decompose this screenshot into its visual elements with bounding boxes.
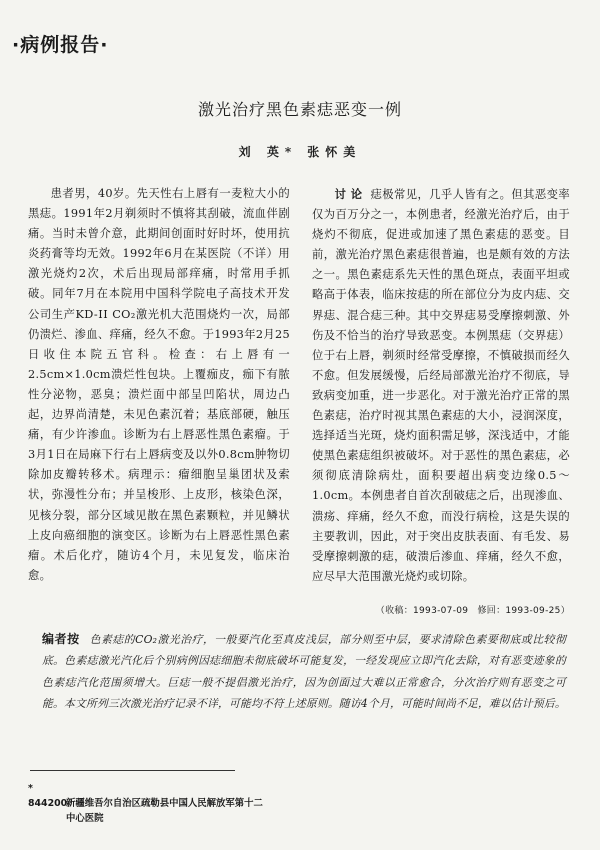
case-report-body: 患者男，40岁。先天性右上唇有一麦粒大小的黑痣。1991年2月剃须时不慎将其刮破，流血伴剧痛。当时未曾介意，此期间创面时好时坏，使用抗炎药膏等均无效。1992年6月在某医院（不详）用激光烧灼2次，术后出现局部痒痛，时常用手抓破。同年7月在本院用中国科学院电子高技术开发公司生产KD-ⅠI CO₂激光机大范围烧灼一次，局部仍溃烂、渗血、痒痛，经久不愈。于1993年2月25日收住本院五官科。检查：右上唇有一2.5cm×1.0cm溃烂性包块。上覆痂皮，痂下有脓性分泌物，恶臭；溃烂面中部呈凹陷状，周边凸起，边界尚清楚，未见色素沉着；基底部硬，触压痛，有少许渗血。诊断为右上唇恶性黑色素瘤。于3月1日在局麻下行右上唇病变及以外0.8cm肿物切除加皮瓣转移术。病理示：瘤细胞呈巢团状及索状，弥漫性分布；并呈梭形、上皮形，核染色深，见核分裂，部分区域见散在黑色素颗粒，并见鳞状上皮向癌细胞的演变区。诊断为右上唇恶性黑色素瘤。术后化疗，随访4个月，未见复发，临床治愈。 (28, 187, 290, 582)
editor-note (42, 629, 566, 715)
received-dates (370, 603, 570, 616)
revised-date: 修回：1993-09-25） (477, 606, 570, 616)
editor-note-text: 色素痣的CO₂激光治疗，一般要汽化至真皮浅层，部分则至中层，要求清除色素要彻底或比较彻底。色素痣激光汽化后个别病例因痣细胞未彻底破坏可能复发，一经发现应立即汽化去除，对有恶变迹象的色素痣汽化范围须增大。巨痣一般不提倡激光治疗，因为创面过大难以正常愈合，分次治疗则有恶变之可能。本文所列三次激光治疗记录不详，可能均不符上述原则。随访4个月，可能时间尚不足，难以估计预后。 (42, 633, 566, 711)
received-date: （收稿：1993-07-09 (375, 606, 469, 616)
footnote-divider (30, 770, 235, 771)
footnote-code: * 844200 (28, 783, 68, 809)
footnote-affiliation-cont: 中心医院 (66, 813, 104, 824)
right-column (312, 184, 570, 587)
article-title: 激光治疗黑色素痣恶变一例 (197, 100, 402, 119)
discussion-body: 痣极常见，几乎人皆有之。但其恶变率仅为百万分之一，本例患者，经激光治疗后，由于烧灼不彻底，促进或加速了黑色素痣的恶变。目前，激光治疗黑色素痣很普遍，也是颇有效的方法之一。黑色素痣系先天性的黑色斑点，表面平坦或略高于体表，临床按痣的所在部位分为皮内痣、交界痣、混合痣三种。其中交界痣易受摩擦刺激、外伤及不恰当的治疗导致恶变。本例黑痣（交界痣）位于右上唇，剃须时经常受摩擦，不慎破损而经久不愈。但发展缓慢，后经局部激光治疗不彻底，导致病变加重，进一步恶化。对于激光治疗正常的黑色素痣，治疗时视其黑色素痣的大小，浸润深度，选择适当光斑，烧灼面积需足够，深浅适中，才能使黑色素痣组织被破坏。对于恶性的黑色素痣，必须彻底清除病灶，面积要超出病变边缘0.5～1.0cm。本例患者自首次刮破痣之后，出现渗血、溃疡、痒痛，经久不愈，而没行病检，这是失误的主要教训，因此，对于突出皮肤表面、有毛发、易受摩擦刺激的痣，破溃后渗血、痒痛，经久不愈，应尽早大范围激光烧灼或切除。 (312, 188, 570, 583)
section-label: ·病例报告· (12, 34, 109, 56)
discussion-lead: 讨 论 (334, 187, 363, 201)
footnote-affiliation: 新疆维吾尔自治区疏勒县中国人民解放军第十二 (66, 798, 263, 809)
footnote (28, 781, 328, 826)
discussion-paragraph (312, 184, 570, 587)
editor-note-label: 编者按 (42, 632, 80, 646)
left-column (28, 184, 290, 586)
authors: 刘 英* 张怀美 (238, 145, 362, 159)
